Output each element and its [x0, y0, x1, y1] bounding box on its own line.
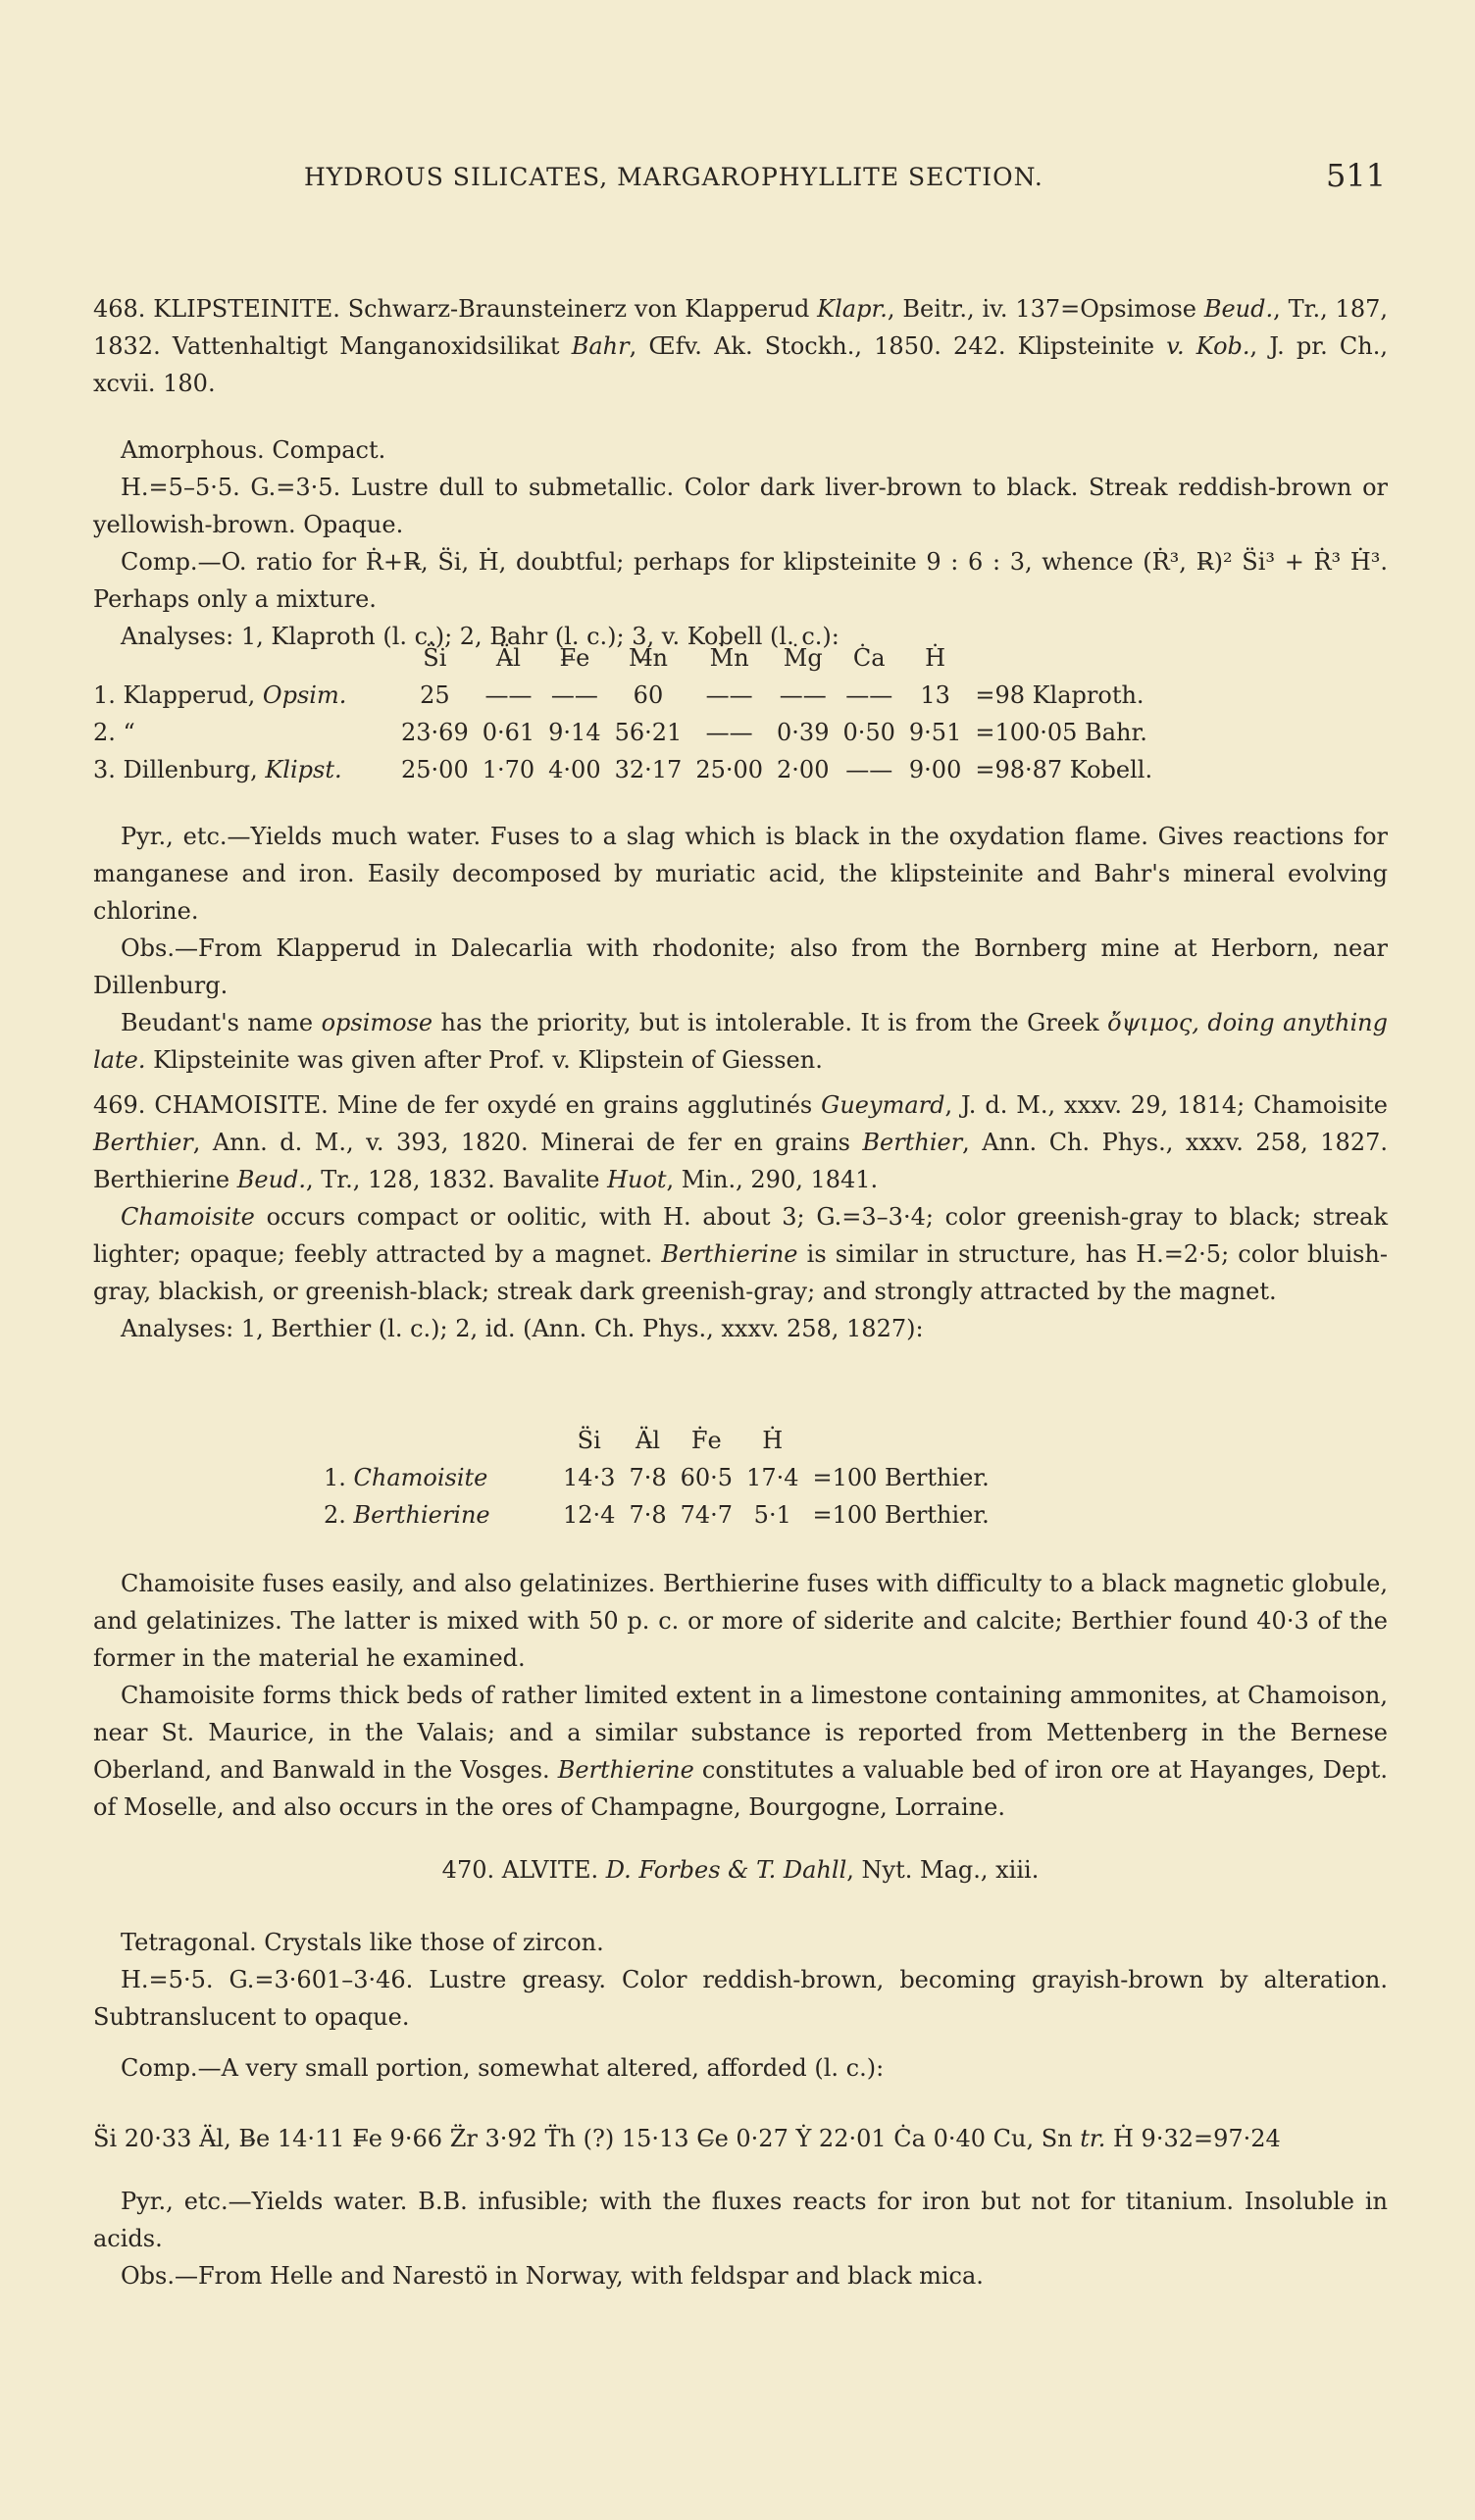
table-cell: 17·4: [746, 1464, 799, 1491]
text-segment: , Ann. Ch. Phys., xxxv. 258, 1827. Berthierine: [93, 1129, 1388, 1193]
table-cell: ——: [845, 756, 893, 783]
text-segment: 469. CHAMOISITE. Mine de fer oxydé en grains agglutinés: [93, 1091, 822, 1119]
text-segment: , Œfv. Ak. Stockh., 1850. 242. Klipsteinite: [629, 332, 1167, 360]
text-segment: Comp.—O. ratio for Ṙ+R̶, S̈i, Ḣ, doubtful; perhaps for klipsteinite 9 : 6 : 3, whence (Ṙ³, R̶)² S̈i³ + Ṙ³ Ḣ³. Perhaps only a mixture.: [93, 548, 1388, 613]
row-label-text: 1.: [324, 1464, 354, 1491]
column-header: F̶e: [559, 644, 590, 672]
text-segment: , J. d. M., xxxv. 29, 1814; Chamoisite: [944, 1091, 1388, 1119]
row-total: =100·05 Bahr.: [975, 719, 1147, 746]
table-cell: 9·00: [908, 756, 962, 783]
table-cell: 4·00: [548, 756, 601, 783]
table-cell: ——: [705, 719, 753, 746]
analysis-table: [324, 1422, 1003, 1534]
row-label-italic: Chamoisite: [353, 1464, 488, 1491]
total-header: [975, 639, 1166, 677]
table-cell: ——: [845, 681, 893, 709]
text-segment: Obs.—From Klapperud in Dalecarlia with rhodonite; also from the Bornberg mine at Herborn, near Dillenburg.: [93, 934, 1388, 999]
entry-469-heading: [93, 1086, 1388, 1198]
table-row: [93, 714, 1166, 751]
text-segment: constitutes a valuable bed of iron ore at Hayanges, Dept. of Moselle, and also occurs in the ores of Champagne, Bourgogne, Lorraine.: [93, 1756, 1388, 1821]
table-cell: 32·17: [614, 756, 683, 783]
entry-470-heading: [93, 1851, 1388, 1889]
row-total: =100 Berthier.: [812, 1464, 990, 1491]
table-cell: 0·61: [482, 719, 535, 746]
text-segment: Chamoisite forms thick beds of rather limited extent in a limestone containing ammonites, at Chamoison, near St. Maurice, in the Valais; and a similar substance is reported from Mettenberg in the Bernese Oberland, and Banwald in the Vosges.: [93, 1682, 1388, 1784]
table-cell: 7·8: [629, 1464, 667, 1491]
italic-text: Beud.: [1203, 295, 1274, 323]
row-label-italic: Klipst.: [265, 756, 342, 783]
italic-text: Berthierine: [661, 1240, 798, 1268]
table-cell: 25·00: [695, 756, 764, 783]
table-cell: 1·70: [482, 756, 535, 783]
italic-text: Beud.: [236, 1166, 307, 1193]
text-segment: occurs compact or oolitic, with H. about 3; G.=3–3·4; color greenish-gray to black; streak lighter; opaque; feebly attracted by a magnet.: [93, 1203, 1388, 1268]
table-row: [324, 1459, 1003, 1496]
table-cell: 25·00: [401, 756, 469, 783]
entry-470-composition: [93, 2049, 1388, 2087]
table-cell: 0·50: [842, 719, 895, 746]
table-header-row: [324, 1422, 1003, 1459]
italic-text: Chamoisite: [121, 1203, 255, 1231]
column-header: S̈i: [577, 1427, 601, 1454]
italic-text: Berthierine: [557, 1756, 694, 1784]
table-cell: 13: [920, 681, 950, 709]
analyses-intro: [93, 1310, 1388, 1347]
italic-text: ὄψιμος, doing anything late.: [93, 1009, 1388, 1074]
analysis-formula: [93, 2120, 1388, 2157]
table-cell: ——: [779, 681, 827, 709]
table-row: [324, 1496, 1003, 1534]
text-segment: Ḣ 9·32=97·24: [1105, 2125, 1281, 2152]
italic-text: D. Forbes & T. Dahll: [605, 1856, 847, 1884]
entry-470-description: [93, 1924, 1388, 2036]
page-number: 511: [1326, 157, 1387, 194]
row-label-italic: Berthierine: [353, 1501, 490, 1529]
table-cell: 0·39: [777, 719, 830, 746]
row-label: [324, 1496, 563, 1534]
column-header: Ċa: [852, 644, 886, 672]
entry-470-title: [93, 1851, 1388, 1889]
text-segment: Comp.—A very small portion, somewhat altered, afforded (l. c.):: [121, 2054, 885, 2082]
text-segment: Pyr., etc.—Yields much water. Fuses to a slag which is black in the oxydation flame. Gives reactions for manganese and iron. Easily decomposed by muriatic acid, the klipsteinite and Bahr's mineral evolving chlorine.: [93, 823, 1388, 925]
composition-text: [93, 543, 1388, 618]
entry-469-notes: [93, 1565, 1388, 1826]
table-cell: ——: [705, 681, 753, 709]
column-header: Ṁn: [709, 644, 749, 672]
table-cell: 5·1: [753, 1501, 791, 1529]
table-cell: 9·51: [908, 719, 962, 746]
text-segment: , Ann. d. M., v. 393, 1820. Minerai de fer en grains: [192, 1129, 863, 1156]
text-segment: H.=5–5·5. G.=3·5. Lustre dull to submetallic. Color dark liver-brown to black. Streak reddish-brown or yellowish-brown. Opaque.: [93, 474, 1388, 538]
text-segment: Beudant's name: [121, 1009, 322, 1036]
table-cell: 74·7: [680, 1501, 734, 1529]
table-cell: 12·4: [563, 1501, 616, 1529]
form-text: [93, 431, 1388, 469]
text-segment: 470. ALVITE.: [441, 1856, 606, 1884]
crystal-text: [93, 1924, 1388, 1961]
italic-text: Huot: [607, 1166, 667, 1193]
text-segment: Analyses: 1, Berthier (l. c.); 2, id. (Ann. Ch. Phys., xxxv. 258, 1827):: [121, 1315, 924, 1342]
row-label-text: 3. Dillenburg,: [93, 756, 266, 783]
column-header: M̶n: [628, 644, 668, 672]
physical-properties: [93, 1961, 1388, 2036]
row-label: [93, 751, 401, 788]
total-header: [812, 1422, 1002, 1459]
text-segment: , Beitr., iv. 137=Opsimose: [887, 295, 1204, 323]
table-cell: 23·69: [401, 719, 469, 746]
physical-properties: [93, 469, 1388, 543]
text-segment: is similar in structure, has H.=2·5; color bluish-gray, blackish, or greenish-black; streak dark greenish-gray; and strongly attracted by the magnet.: [93, 1240, 1388, 1305]
row-label-text: 2.: [324, 1501, 354, 1529]
italic-text: Klapr.: [817, 295, 888, 323]
entry-469-synonymy: [93, 1086, 1388, 1198]
table-header-row: [93, 639, 1166, 677]
pyrognostics-text: [93, 2183, 1388, 2257]
analysis-table-468: [93, 639, 1388, 788]
analysis-table-469: [324, 1422, 1304, 1534]
column-header: Ḣ: [925, 644, 946, 672]
occurrence-text: [93, 1677, 1388, 1826]
table-row: [93, 677, 1166, 714]
text-segment: Obs.—From Helle and Narestö in Norway, with feldspar and black mica.: [121, 2262, 984, 2290]
text-segment: H.=5·5. G.=3·601–3·46. Lustre greasy. Color reddish-brown, becoming grayish-brown by alteration. Subtranslucent to opaque.: [93, 1966, 1388, 2031]
italic-text: v. Kob.: [1166, 332, 1250, 360]
table-cell: ——: [484, 681, 533, 709]
entry-470-formula: [93, 2120, 1388, 2157]
row-label-text: 2. “: [93, 719, 135, 746]
column-header: Ä̶l: [636, 1427, 661, 1454]
row-total: =100 Berthier.: [812, 1501, 990, 1529]
column-header: S̈i: [423, 644, 447, 672]
row-label: [93, 677, 401, 714]
observations-text: [93, 930, 1388, 1004]
italic-text: tr.: [1080, 2125, 1106, 2152]
italic-text: Bahr: [571, 332, 630, 360]
row-label-text: 1. Klapperud,: [93, 681, 263, 709]
table-cell: 14·3: [563, 1464, 616, 1491]
text-segment: , Nyt. Mag., xiii.: [846, 1856, 1040, 1884]
text-segment: , Min., 290, 1841.: [666, 1166, 879, 1193]
italic-text: Gueymard: [821, 1091, 945, 1119]
entry-468-synonymy: [93, 290, 1388, 402]
table-cell: 60·5: [680, 1464, 734, 1491]
table-cell: 60: [633, 681, 664, 709]
italic-text: Berthier: [93, 1129, 193, 1156]
entry-468-description: [93, 431, 1388, 655]
text-segment: Tetragonal. Crystals like those of zircon.: [121, 1929, 604, 1956]
table-cell: 9·14: [548, 719, 601, 746]
row-total: =98 Klaproth.: [975, 681, 1144, 709]
table-cell: 25: [420, 681, 450, 709]
row-total: =98·87 Kobell.: [975, 756, 1153, 783]
row-label-header: [324, 1422, 563, 1459]
row-label-italic: Opsim.: [262, 681, 347, 709]
row-label: [93, 714, 401, 751]
pyrognostics-text: [93, 818, 1388, 930]
row-label-header: [93, 639, 401, 677]
italic-text: opsimose: [321, 1009, 433, 1036]
composition-text: [93, 2049, 1388, 2087]
text-segment: , J. pr. Ch., xcvii. 180.: [93, 332, 1388, 397]
etymology-text: [93, 1004, 1388, 1079]
entry-470-notes: [93, 2183, 1388, 2294]
column-header: Ṁg: [783, 644, 823, 672]
table-row: [93, 751, 1166, 788]
text-segment: , Tr., 187, 1832. Vattenhaltigt Manganoxidsilikat: [93, 295, 1388, 360]
column-header: Ḟe: [690, 1427, 722, 1454]
text-segment: Klipsteinite was given after Prof. v. Klipstein of Giessen.: [145, 1046, 823, 1074]
text-segment: S̈i 20·33 Ä̶l, B̶e 14·11 F̶e 9·66 Z̈r 3·92 T̈h (?) 15·13 C̶e 0·27 Ẏ 22·01 Ċa 0·40 Cu, Sn: [93, 2125, 1081, 2152]
table-cell: 2·00: [777, 756, 830, 783]
text-segment: Chamoisite fuses easily, and also gelatinizes. Berthierine fuses with difficulty to a black magnetic globule, and gelatinizes. The latter is mixed with 50 p. c. or more of siderite and calcite; Berthier found 40·3 of the former in the material he examined.: [93, 1570, 1388, 1672]
row-label: [324, 1459, 563, 1496]
table-cell: 56·21: [614, 719, 683, 746]
text-segment: , Tr., 128, 1832. Bavalite: [306, 1166, 608, 1193]
observations-text: [93, 2257, 1388, 2294]
column-header: Ä̶l: [495, 644, 521, 672]
text-segment: Pyr., etc.—Yields water. B.B. infusible; with the fluxes reacts for iron but not for titanium. Insoluble in acids.: [93, 2188, 1388, 2252]
text-segment: has the priority, but is intolerable. It is from the Greek: [432, 1009, 1108, 1036]
description-text: [93, 1198, 1388, 1310]
table-cell: 7·8: [629, 1501, 667, 1529]
entry-468-heading: [93, 290, 1388, 402]
entry-469-description: [93, 1198, 1388, 1347]
column-header: Ḣ: [762, 1427, 784, 1454]
table-cell: ——: [550, 681, 598, 709]
fusion-text: [93, 1565, 1388, 1677]
entry-468-notes: [93, 818, 1388, 1079]
analysis-table: [93, 639, 1166, 788]
text-segment: 468. KLIPSTEINITE. Schwarz-Braunsteinerz von Klapperud: [93, 295, 818, 323]
text-segment: Amorphous. Compact.: [121, 436, 386, 464]
italic-text: Berthier: [862, 1129, 963, 1156]
running-title: HYDROUS SILICATES, MARGAROPHYLLITE SECTION.: [304, 163, 1043, 191]
text-segment: Analyses: 1, Klaproth (l. c.); 2, Bahr (l. c.); 3, v. Kobell (l. c.):: [121, 623, 839, 650]
